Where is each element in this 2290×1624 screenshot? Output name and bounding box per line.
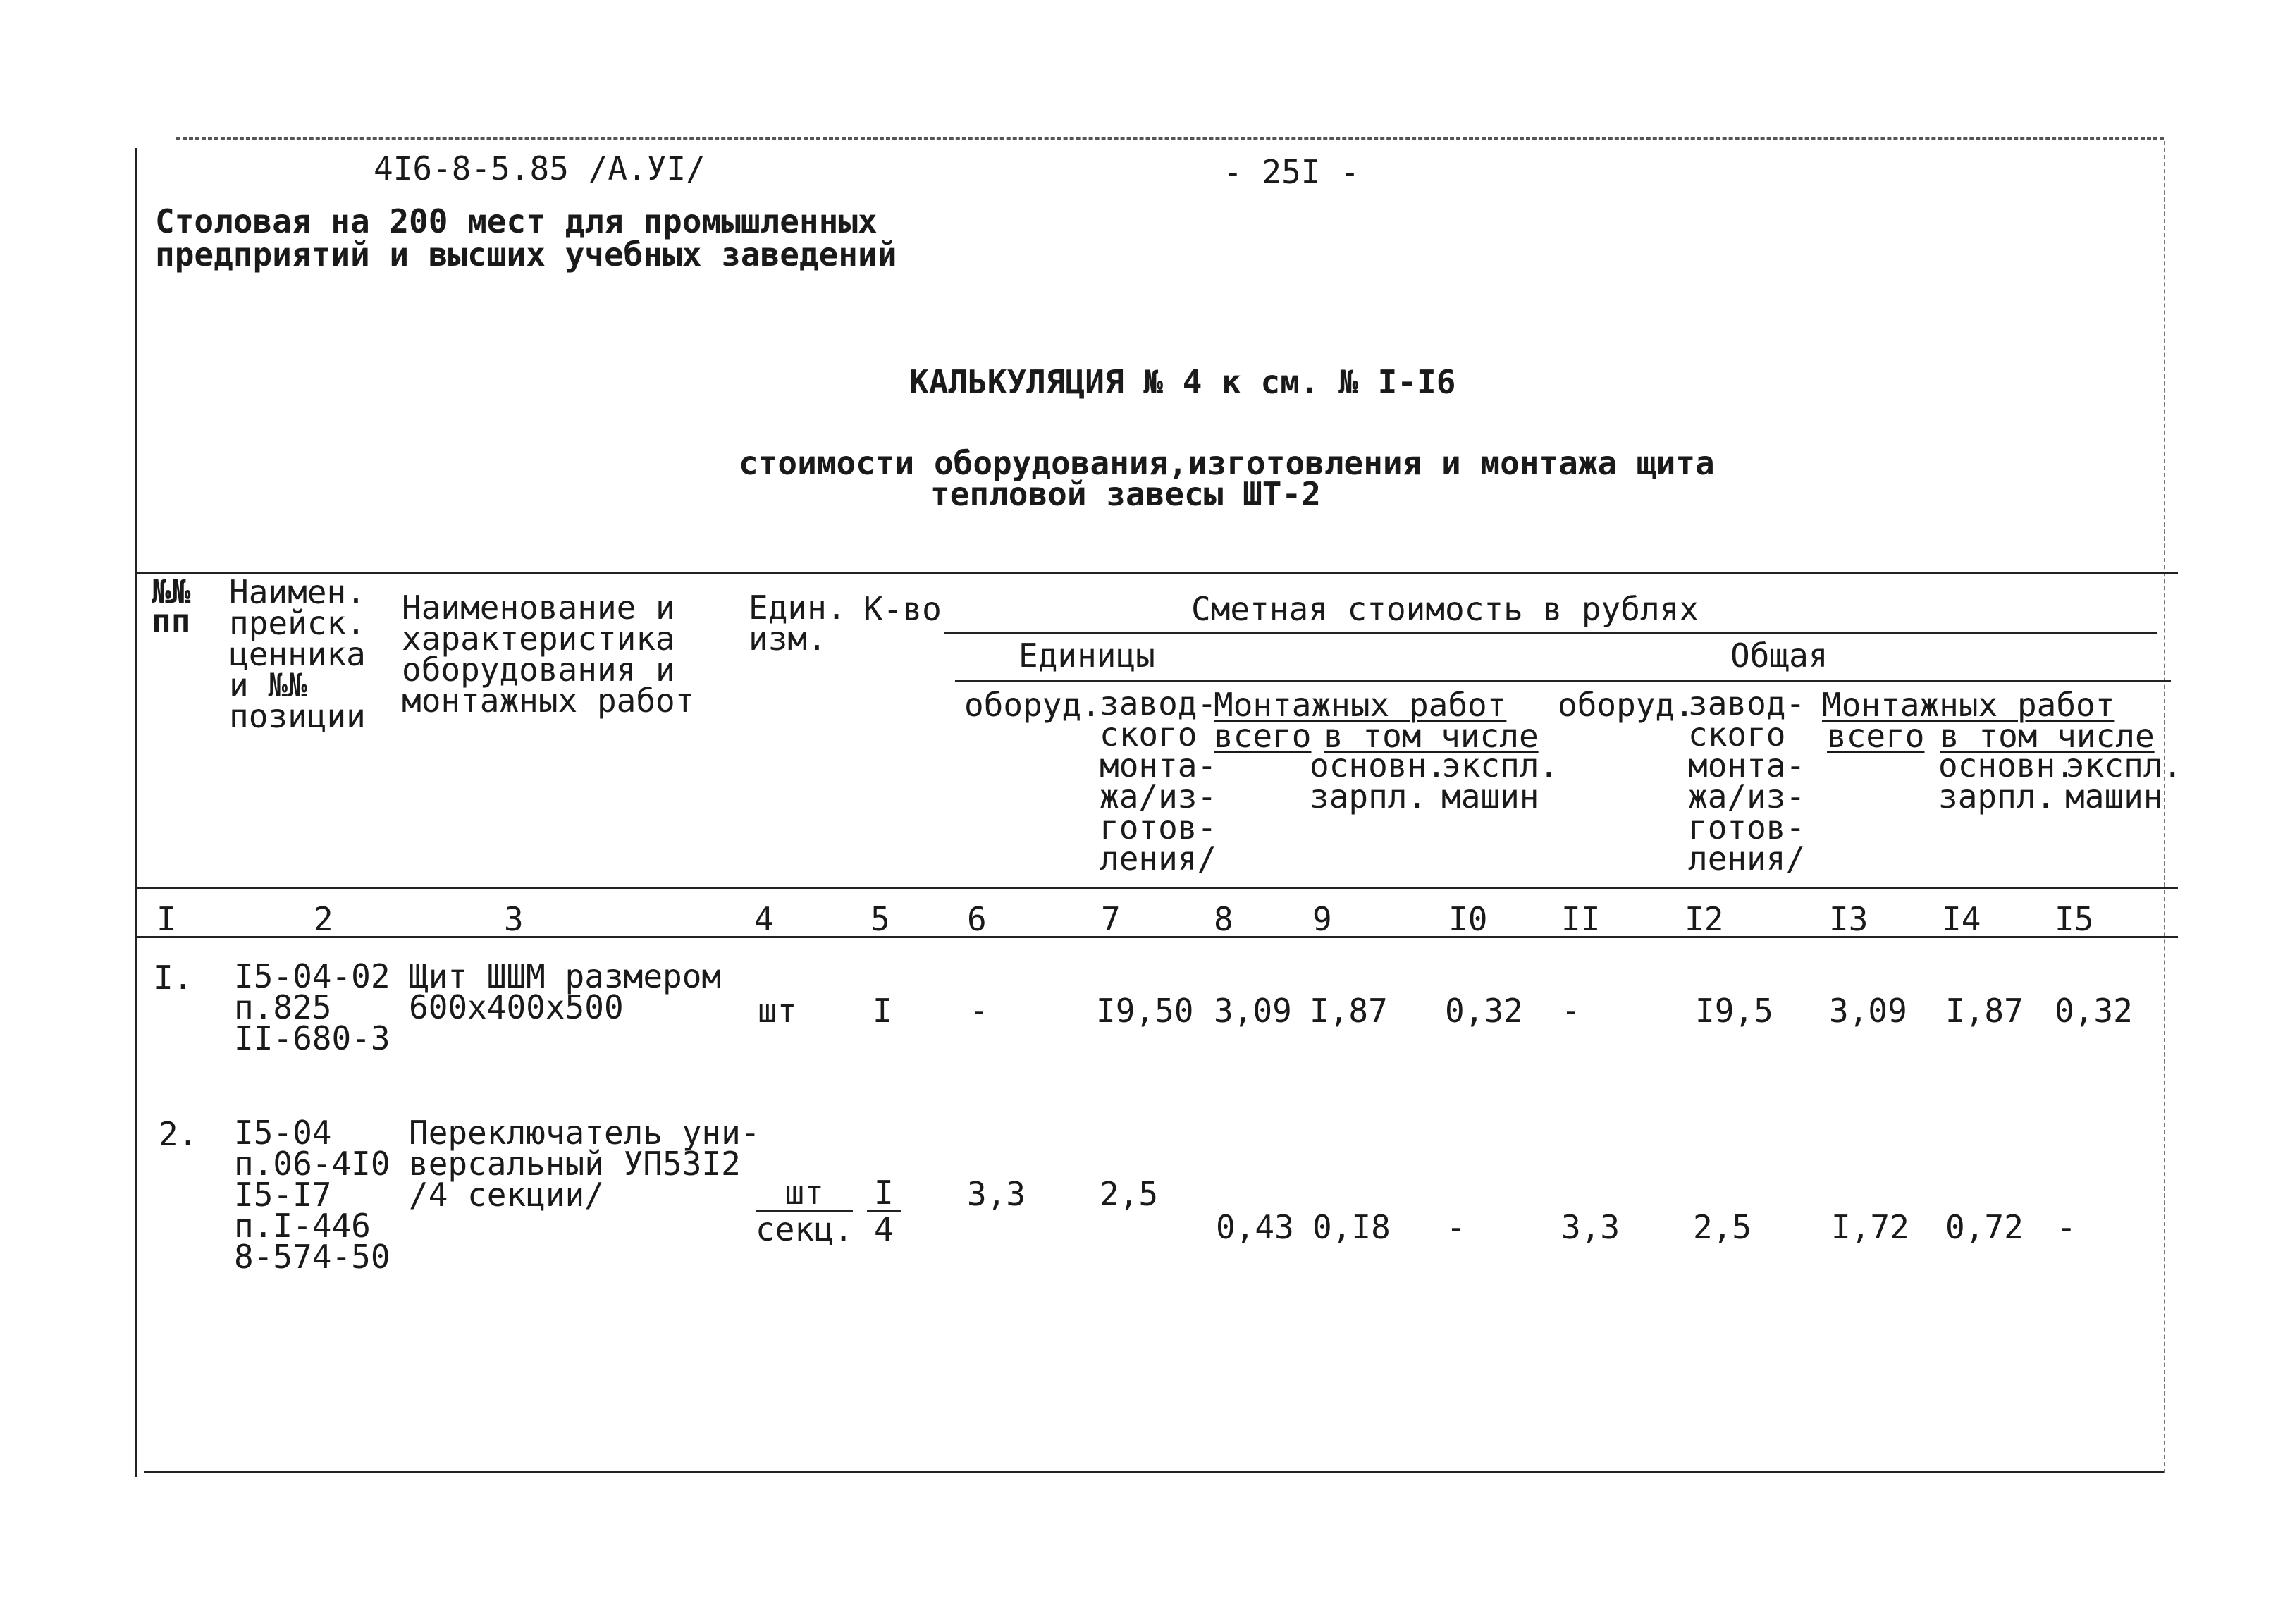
row2-c10: - xyxy=(1446,1208,1466,1246)
calc-title: КАЛЬКУЛЯЦИЯ № 4 к см. № I-I6 xyxy=(909,363,1456,401)
row1-qty: I xyxy=(873,992,892,1030)
header-mount-total-unit: всего xyxy=(1214,717,1312,755)
header-name: Наименование и характеристика оборудования и монтажных работ xyxy=(402,589,695,720)
row2-c14: 0,72 xyxy=(1945,1208,2024,1246)
col-number-14: I4 xyxy=(1942,900,1981,938)
row1-num: I. xyxy=(154,959,193,997)
header-unit: Един. изм. xyxy=(749,589,847,658)
row2-qty xyxy=(867,1176,901,1246)
row2-c15: - xyxy=(2057,1208,2076,1246)
group-rule xyxy=(955,680,2171,682)
col-number-2: 2 xyxy=(314,900,333,938)
row2-c8: 0,43 xyxy=(1216,1208,1294,1246)
header-mount-total-total: всего xyxy=(1827,717,1925,755)
col-number-6: 6 xyxy=(967,900,987,938)
row1-c14: I,87 xyxy=(1945,992,2024,1030)
header-machines-unit: экспл. машин xyxy=(1441,746,1559,816)
col-number-5: 5 xyxy=(870,900,890,938)
header-wages-total: основн. зарпл. xyxy=(1938,746,2075,816)
row2-c6: 3,3 xyxy=(967,1175,1026,1213)
col-number-8: 8 xyxy=(1214,900,1233,938)
header-machines-total: экспл. машин xyxy=(2065,746,2183,816)
row2-qty-den: 4 xyxy=(874,1210,894,1248)
header-equip-total: оборуд. xyxy=(1558,686,1694,724)
row1-c8: 3,09 xyxy=(1214,992,1292,1030)
col-number-15: I5 xyxy=(2055,900,2094,938)
header-num: №№ пп xyxy=(152,572,191,640)
header-incl-total: в том числе xyxy=(1940,717,2155,755)
header-wages-unit: основн. зарпл. xyxy=(1310,746,1446,816)
row2-unit-num: шт xyxy=(756,1176,853,1212)
col-number-13: I3 xyxy=(1829,900,1869,938)
row1-c10: 0,32 xyxy=(1445,992,1523,1030)
doc-code: 4I6-8-5.85 /А.УI/ xyxy=(374,149,706,187)
col-numbers-rule xyxy=(137,936,2178,938)
subtitle-line1: Столовая на 200 мест для промышленных xyxy=(155,202,878,240)
col-number-12: I2 xyxy=(1685,900,1724,938)
row2-c9: 0,I8 xyxy=(1312,1208,1391,1246)
row2-c7: 2,5 xyxy=(1100,1175,1159,1213)
col-number-9: 9 xyxy=(1312,900,1332,938)
table-top-rule xyxy=(137,572,2178,574)
row1-c11: - xyxy=(1561,992,1581,1030)
row1-c7: I9,50 xyxy=(1096,992,1194,1030)
row1-c15: 0,32 xyxy=(2055,992,2133,1030)
col-number-4: 4 xyxy=(754,900,774,938)
col-number-1: I xyxy=(156,900,176,938)
header-factory-total: завод- ского монта- жа/из- готов- ления/ xyxy=(1688,684,1806,878)
header-qty: К-во xyxy=(863,590,942,628)
row2-pricelist: I5-04 п.06-4I0 I5-I7 п.I-446 8-574-50 xyxy=(234,1114,390,1276)
col-number-3: 3 xyxy=(504,900,524,938)
header-factory-unit: завод- ского монта- жа/из- готов- ления/ xyxy=(1100,684,1217,878)
row2-unit-den: секц. xyxy=(756,1210,854,1248)
header-mount-unit: Монтажных работ xyxy=(1214,686,1507,724)
row2-c13: I,72 xyxy=(1831,1208,1909,1246)
header-mount-total: Монтажных работ xyxy=(1822,686,2115,724)
page-number: - 25I - xyxy=(1223,153,1360,191)
header-pricelist: Наимен. прейск. ценника и №№ позиции xyxy=(229,573,366,735)
row2-num: 2. xyxy=(159,1115,198,1153)
row2-qty-num: I xyxy=(867,1176,901,1212)
row1-c12: I9,5 xyxy=(1695,992,1773,1030)
row2-c11: 3,3 xyxy=(1561,1208,1620,1246)
row1-c13: 3,09 xyxy=(1829,992,1907,1030)
row2-unit xyxy=(756,1176,853,1246)
row2-name: Переключатель уни- версальный УП53I2 /4 секции/ xyxy=(409,1114,761,1214)
calc-subtitle-line1: стоимости оборудования,изготовления и монтажа щита xyxy=(739,444,1715,482)
calc-subtitle-line2: тепловой завесы ШТ-2 xyxy=(930,475,1321,513)
col-number-11: II xyxy=(1561,900,1601,938)
col-number-10: I0 xyxy=(1448,900,1488,938)
row1-c9: I,87 xyxy=(1310,992,1388,1030)
row1-unit: шт xyxy=(758,992,797,1030)
subtitle-line2: предприятий и высших учебных заведений xyxy=(155,235,897,273)
row1-pricelist: I5-04-02 п.825 II-680-3 xyxy=(234,957,390,1057)
cost-title-rule xyxy=(944,632,2157,634)
top-frame-line xyxy=(176,137,2164,140)
header-cost-title: Сметная стоимость в рублях xyxy=(1191,590,1699,628)
header-incl-unit: в том числе xyxy=(1324,717,1539,755)
header-total-group: Общая xyxy=(1730,636,1828,675)
row1-c6: - xyxy=(969,992,989,1030)
header-equip-unit: оборуд. xyxy=(964,686,1101,724)
header-bottom-rule xyxy=(137,887,2178,889)
header-unit-group: Единицы xyxy=(1018,636,1155,675)
row2-c12: 2,5 xyxy=(1693,1208,1752,1246)
row1-name: Щит ШШМ размером 600х400х500 xyxy=(409,957,722,1026)
col-number-7: 7 xyxy=(1101,900,1121,938)
left-frame-line xyxy=(135,148,137,1477)
bottom-frame-line xyxy=(144,1471,2164,1473)
